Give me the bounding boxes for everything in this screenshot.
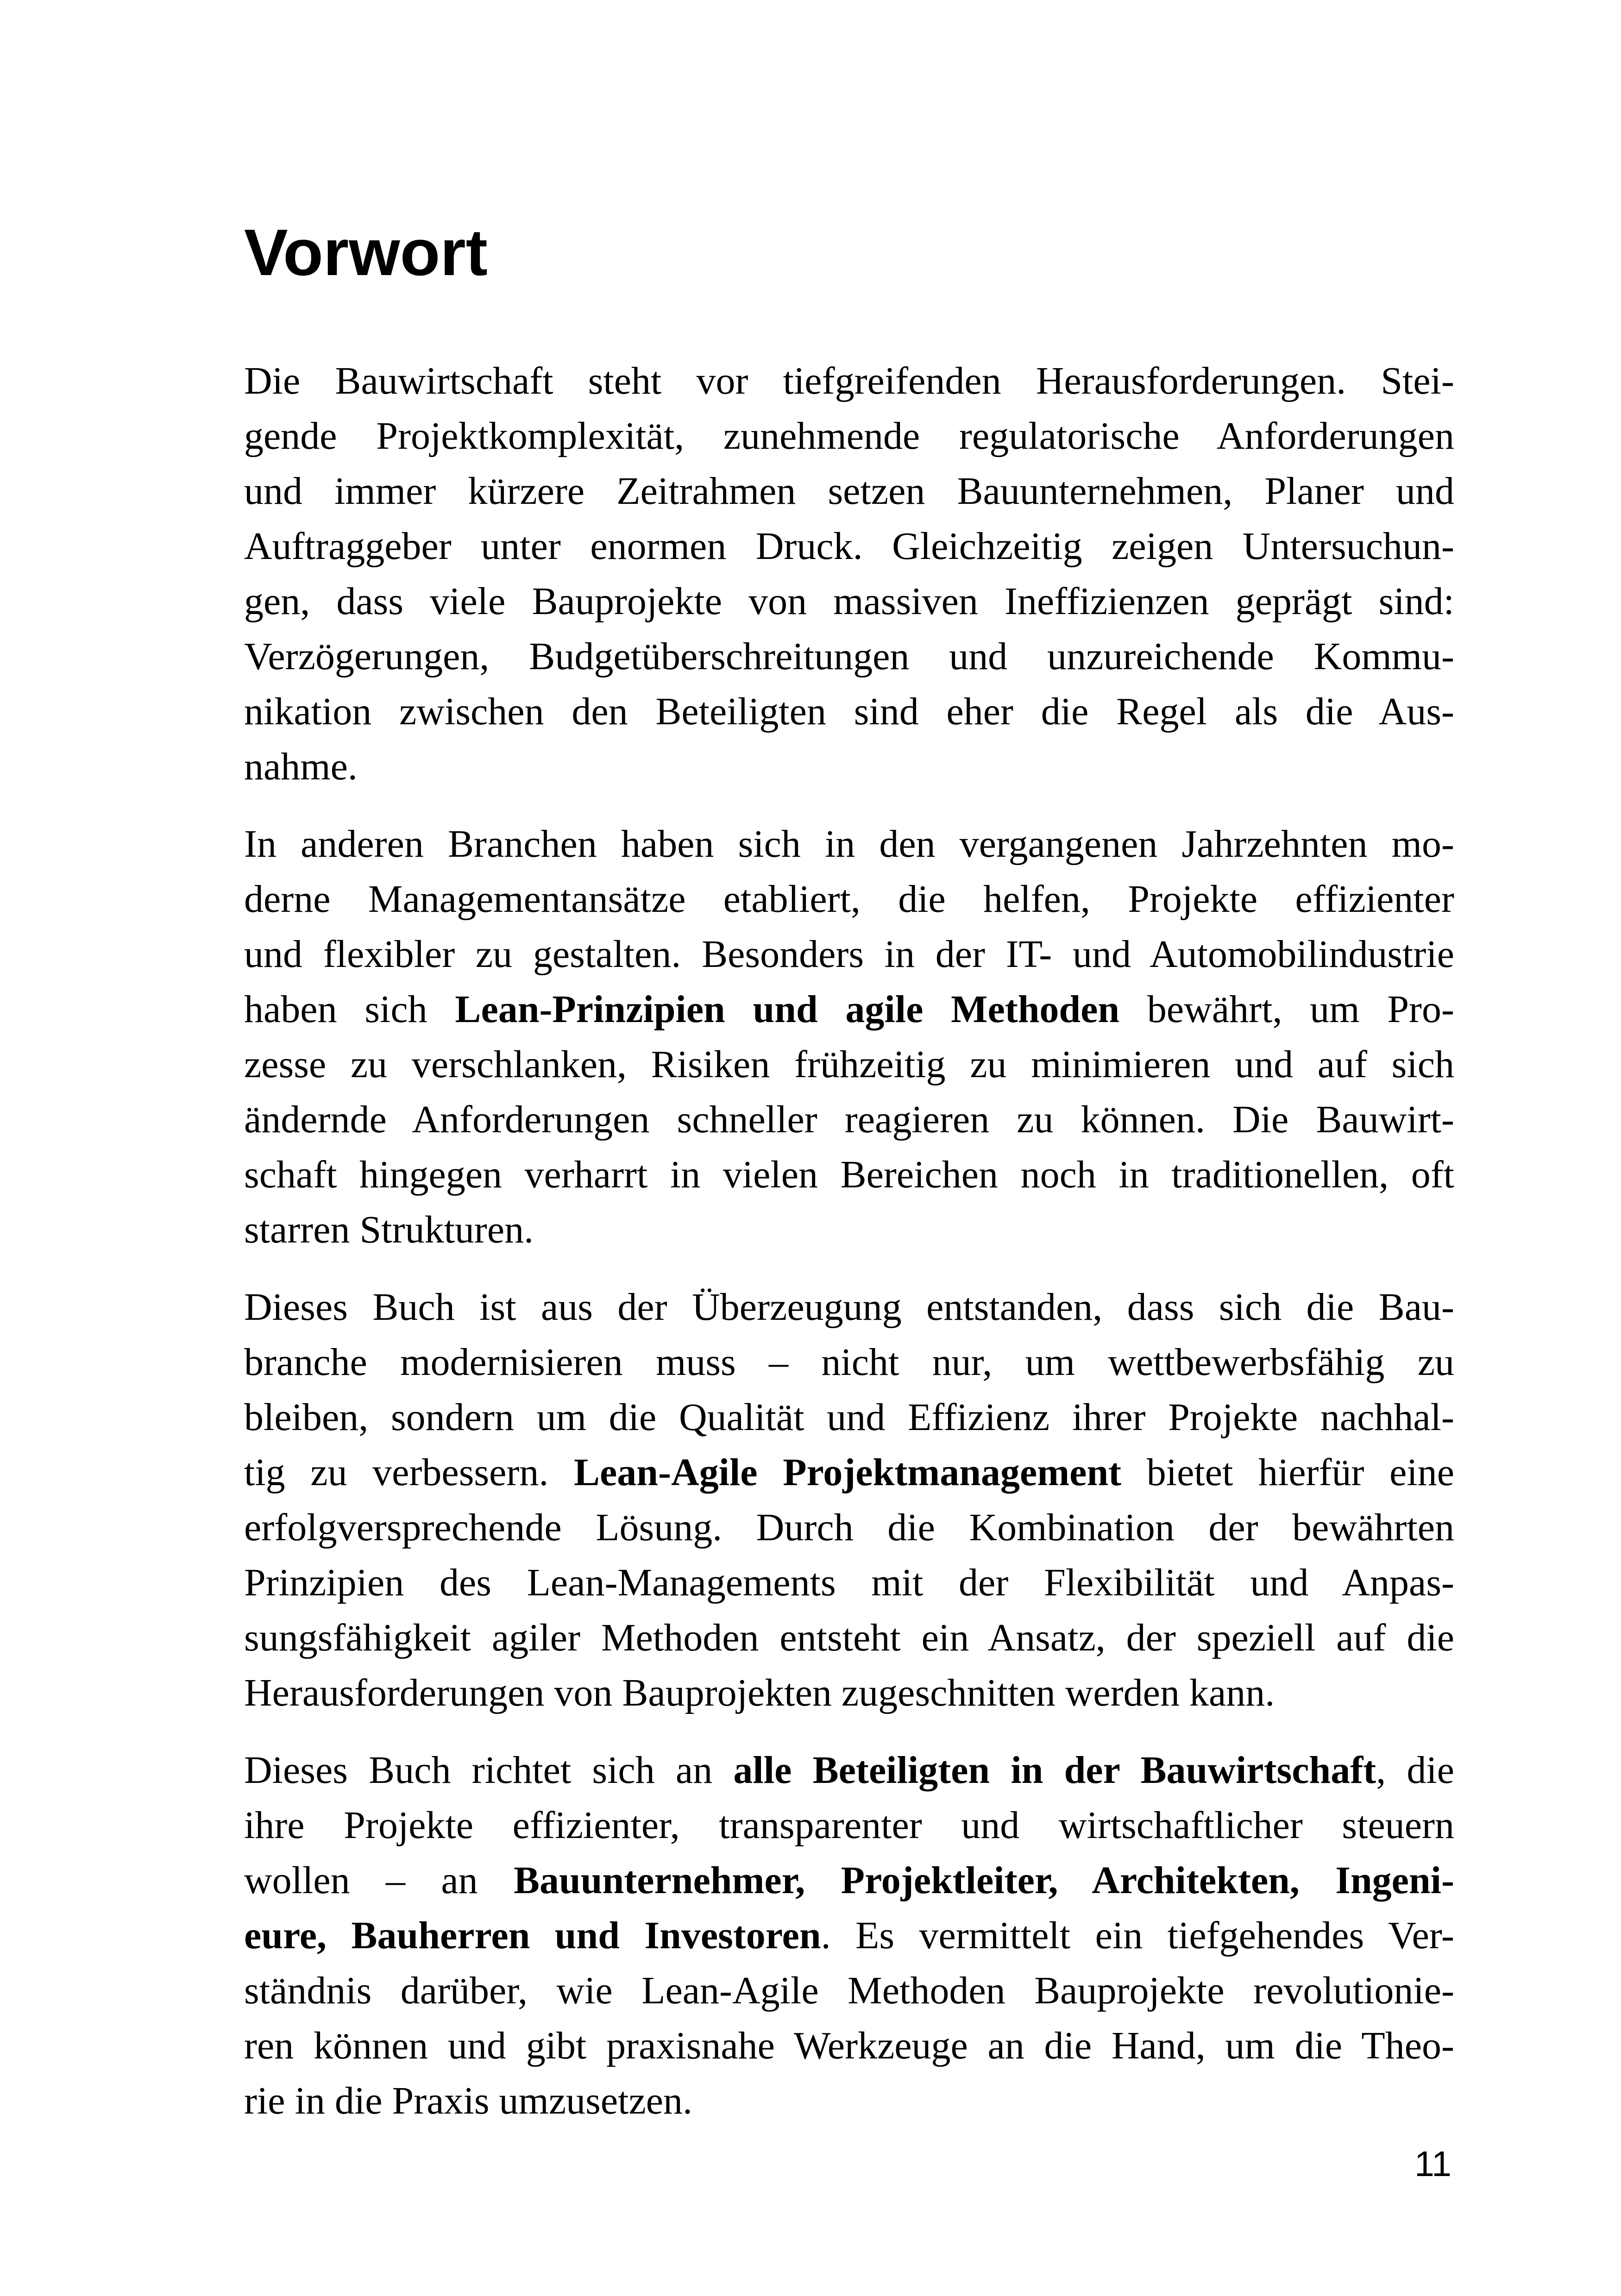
text-line [244,629,1454,684]
page-title: Vorwort [244,216,488,289]
page-body [244,353,1454,2128]
text-run: schaft hingegen verharrt in vielen Bereichen noch in traditionellen, oft [244,1153,1454,1196]
bold-text-run: Bauunternehmer, Projektleiter, Architekten, Ingeni- [514,1859,1454,1902]
text-line [244,1610,1454,1665]
page-number: 11 [1414,2144,1451,2184]
paragraph [244,1280,1454,1720]
text-line [244,739,1454,794]
text-run: gende Projektkomplexität, zunehmende regulatorische Anforderungen [244,414,1454,458]
text-line [244,574,1454,629]
text-run: ihre Projekte effizienter, transparenter und wirtschaftlicher steuern [244,1804,1454,1847]
text-line [244,1280,1454,1335]
text-line [244,1743,1454,1798]
text-line [244,519,1454,574]
text-run: erfolgversprechende Lösung. Durch die Kombination der bewährten [244,1506,1454,1549]
text-run: gen, dass viele Bauprojekte von massiven Ineffizienzen geprägt sind: [244,580,1454,623]
text-run: Herausforderungen von Bauprojekten zugeschnitten werden kann. [244,1671,1275,1714]
text-run: bleiben, sondern um die Qualität und Effizienz ihrer Projekte nachhal- [244,1396,1454,1439]
text-run: In anderen Branchen haben sich in den vergangenen Jahrzehnten mo- [244,822,1454,866]
bold-text-run: Lean-Agile Projektmanagement [573,1451,1122,1494]
text-run: Dieses Buch richtet sich an [244,1749,734,1792]
text-line [244,1908,1454,1963]
text-line [244,1445,1454,1500]
text-line [244,1147,1454,1202]
text-run: bietet hierfür eine [1121,1451,1454,1494]
text-run: wollen – an [244,1859,514,1902]
bold-text-run: Lean-Prinzipien und agile Methoden [455,988,1120,1031]
text-line [244,1963,1454,2018]
text-run: und flexibler zu gestalten. Besonders in der IT- und Automobilindustrie [244,933,1454,976]
text-line [244,872,1454,927]
text-line [244,1853,1454,1908]
text-line [244,1665,1454,1720]
text-run: haben sich [244,988,455,1031]
text-line [244,684,1454,739]
text-run: Prinzipien des Lean-Managements mit der Flexibilität und Anpas- [244,1561,1454,1604]
paragraph [244,353,1454,794]
text-run: derne Managementansätze etabliert, die helfen, Projekte effizienter [244,878,1454,921]
text-run: ständnis darüber, wie Lean-Agile Methoden Bauprojekte revolutionie- [244,1969,1454,2012]
text-line [244,1202,1454,1257]
text-run: branche modernisieren muss – nicht nur, um wettbewerbsfähig zu [244,1341,1454,1384]
text-run: ändernde Anforderungen schneller reagieren zu können. Die Bauwirt- [244,1098,1454,1141]
text-column [244,0,1454,2128]
paragraph [244,1743,1454,2128]
text-run: . Es vermittelt ein tiefgehendes Ver- [821,1914,1454,1957]
text-line [244,1798,1454,1853]
paragraph [244,816,1454,1257]
text-line [244,927,1454,982]
text-line [244,982,1454,1037]
text-run: Verzögerungen, Budgetüberschreitungen und unzureichende Kommu- [244,635,1454,678]
text-run: nahme. [244,745,358,788]
text-run: bewährt, um Pro- [1119,988,1454,1031]
text-line [244,1390,1454,1445]
text-line [244,408,1454,464]
text-run: zesse zu verschlanken, Risiken frühzeitig zu minimieren und auf sich [244,1043,1454,1086]
text-run: Auftraggeber unter enormen Druck. Gleichzeitig zeigen Untersuchun- [244,525,1454,568]
text-run: sungsfähigkeit agiler Methoden entsteht ein Ansatz, der speziell auf die [244,1616,1454,1659]
text-run: Die Bauwirtschaft steht vor tiefgreifenden Herausforderungen. Stei- [244,359,1454,402]
text-line [244,1037,1454,1092]
bold-text-run: alle Beteiligten in der Bauwirtschaft [733,1749,1376,1792]
text-line [244,1335,1454,1390]
text-run: und immer kürzere Zeitrahmen setzen Bauunternehmen, Planer und [244,470,1454,513]
text-line [244,464,1454,519]
text-line [244,353,1454,408]
text-line [244,1555,1454,1610]
text-line [244,2018,1454,2073]
bold-text-run: eure, Bauherren und Investoren [244,1914,821,1957]
text-run: , die [1376,1749,1454,1792]
text-line [244,1092,1454,1147]
text-run: Dieses Buch ist aus der Überzeugung entstanden, dass sich die Bau- [244,1286,1454,1329]
text-line [244,2073,1454,2128]
text-run: rie in die Praxis umzusetzen. [244,2079,693,2122]
text-run: starren Strukturen. [244,1208,534,1251]
text-run: nikation zwischen den Beteiligten sind eher die Regel als die Aus- [244,690,1454,733]
text-run: tig zu verbessern. [244,1451,574,1494]
text-run: ren können und gibt praxisnahe Werkzeuge an die Hand, um die Theo- [244,2024,1454,2067]
text-line [244,1500,1454,1555]
text-line [244,816,1454,872]
